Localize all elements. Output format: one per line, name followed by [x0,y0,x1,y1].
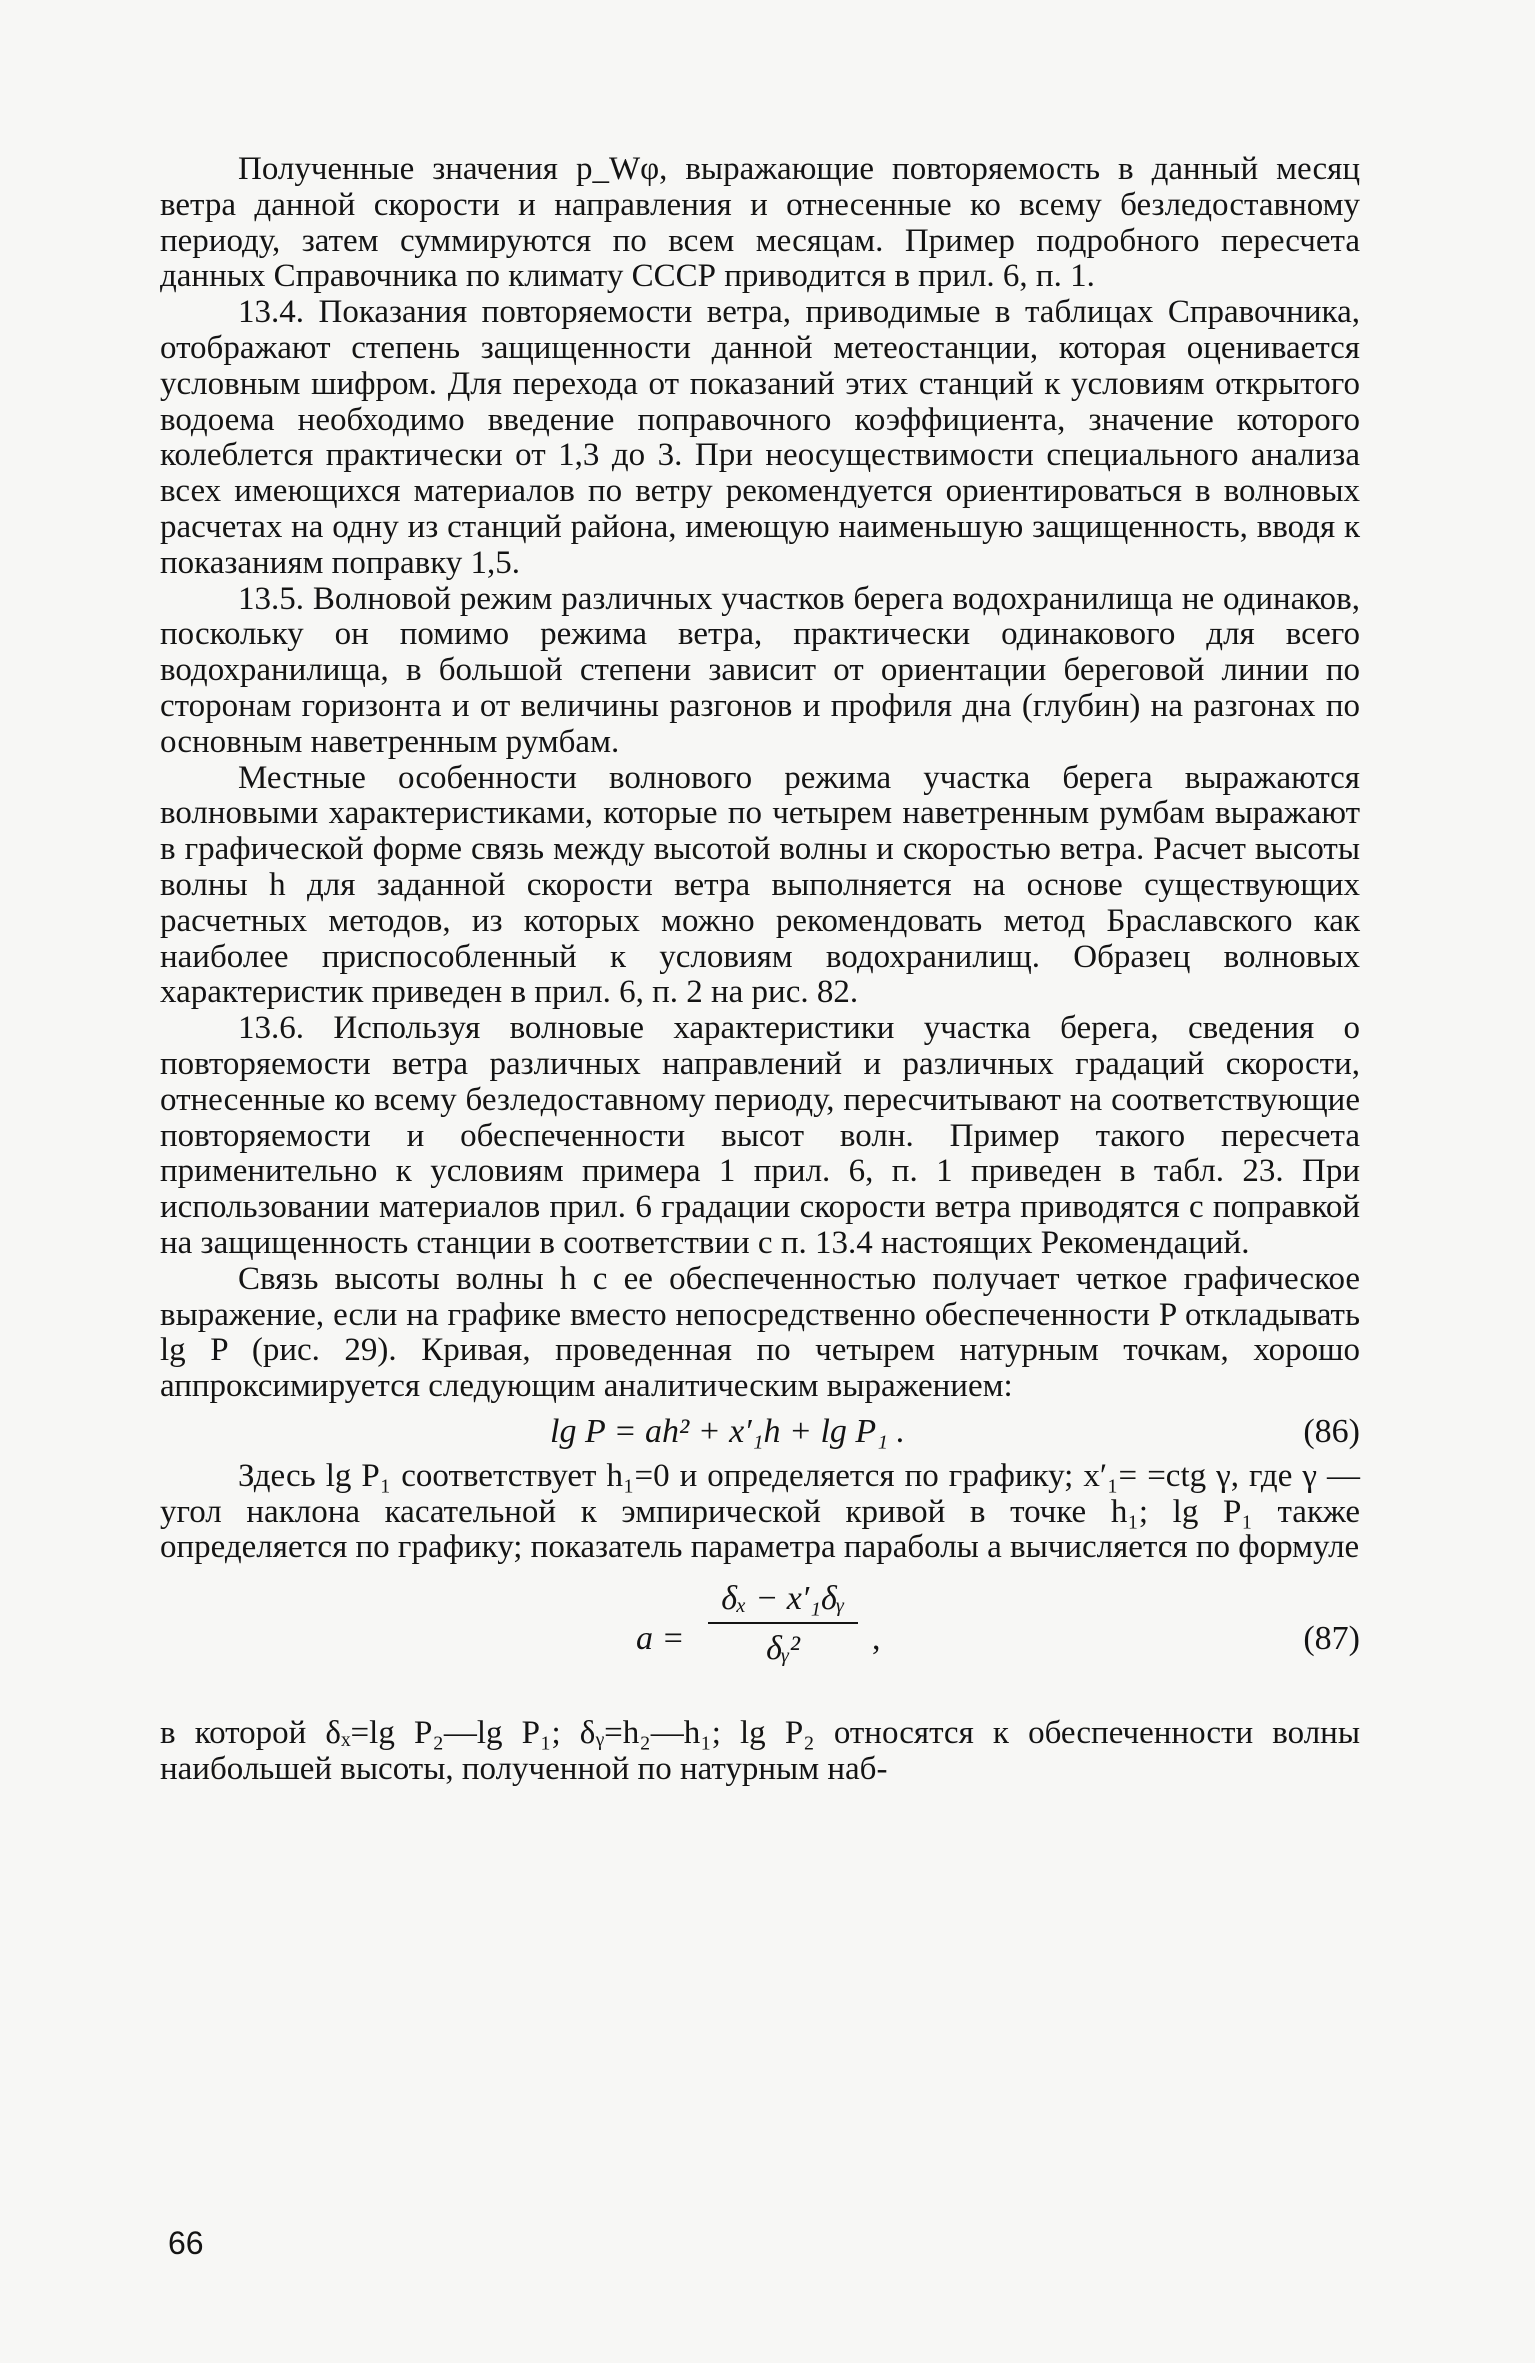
formula-87-lhs: a = [636,1620,685,1658]
fraction-bar [708,1622,858,1624]
page-number: 66 [168,2225,204,2261]
formula-86-number: (86) [1303,1412,1360,1450]
formula-87-number: (87) [1303,1620,1360,1658]
formula-86-expression: lg P = ah² + x′₁h + lg P₁ . [550,1412,906,1450]
paragraph-13-4: 13.4. Показания повторяемости ветра, приводимые в таблицах Справочника, отображают степень защищенности данной метеостанции, которая оценивается условным шифром. Для перехода от показаний этих станций к условиям открытого водоема необходимо введение поправочного коэффициента, значение которого колеблется практически от 1,3 до 3. При неосуществимости специального анализа всех имеющихся материалов по ветру рекомендуется ориентироваться в волновых расчетах на одну из станций района, имеющую наименьшую защищенность, вводя к показаниям поправку 1,5. [160,294,1360,581]
paragraph-after-87: в которой δₓ=lg P₂—lg P₁; δᵧ=h₂—h₁; lg P₂ относятся к обеспеченности волны наибольшей высоты, полученной по натурным наб- [160,1715,1360,1788]
formula-86 [160,1405,1360,1459]
formula-87-denominator: δᵧ² [766,1630,800,1668]
paragraph-local-features: Местные особенности волнового режима участка берега выражаются волновыми характеристиками, которые по четырем наветренным румбам выражают в графической форме связь между высотой волны и скоростью ветра. Расчет высоты волны h для заданной скорости ветра выполняется на основе существующих расчетных методов, из которых можно рекомендовать метод Браславского как наиболее приспособленный к условиям водохранилищ. Образец волновых характеристик приведен в прил. 6, п. 2 на рис. 82. [160,759,1360,1011]
paragraph-13-5: 13.5. Волновой режим различных участков берега водохранилища не одинаков, поскольку он помимо режима ветра, практически одинакового для всего водохранилища, в большой степени зависит от ориентации береговой линии по сторонам горизонта и от величины разгонов и профиля дна (глубин) на разгонах по основным наветренным румбам. [160,580,1360,760]
text-column [160,152,1360,1788]
paragraph-13-6: 13.6. Используя волновые характеристики участка берега, сведения о повторяемости ветра различных направлений и различных градаций скорости, отнесенные ко всему безледоставному периоду, пересчитывают на соответствующие повторяемости и обеспеченности высот волн. Пример такого пересчета применительно к условиям примера 1 прил. 6, п. 1 приведен в табл. 23. При использовании материалов прил. 6 градации скорости ветра приводятся с поправкой на защищенность станции в соответствии с п. 13.4 настоящих Рекомендаций. [160,1010,1360,1261]
paragraph-after-86: Здесь lg P₁ соответствует h₁=0 и определяется по графику; x′₁= =ctg γ, где γ — угол наклона касательной к эмпирической кривой в точке h₁; lg P₁ также определяется по графику; показатель параметра параболы a вычисляется по формуле [160,1457,1360,1566]
formula-87-numerator: δₓ − x′₁δᵧ [721,1580,845,1618]
paragraph-wave-height-link: Связь высоты волны h с ее обеспеченностью получает четкое графическое выражение, если на графике вместо непосредственно обеспеченности P откладывать lg P (рис. 29). Кривая, проведенная по четырем натурным точкам, хорошо аппроксимируется следующим аналитическим выражением: [160,1260,1360,1405]
formula-87-comma: , [872,1620,881,1658]
formula-87-fraction [708,1580,858,1668]
paragraph-1: Полученные значения p_Wφ, выражающие повторяемость в данный месяц ветра данной скорости и направления и отнесенные ко всему безледоставному периоду, затем суммируются по всем месяцам. Пример подробного пересчета данных Справочника по климату СССР приводится в прил. 6, п. 1. [160,151,1360,295]
formula-87 [160,1566,1360,1716]
